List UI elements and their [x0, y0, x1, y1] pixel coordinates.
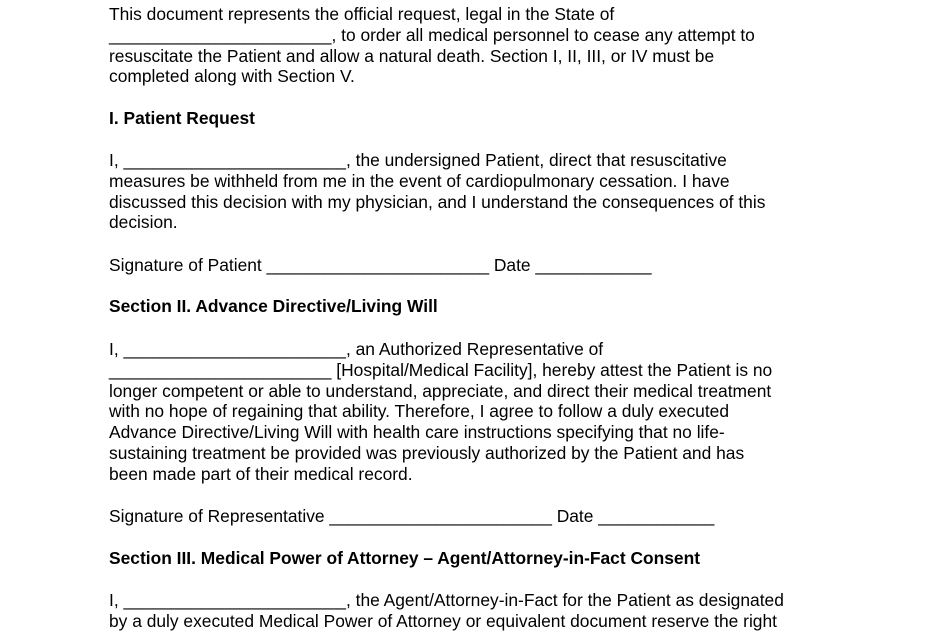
text-line: sustaining treatment be provided was previously authorized by the Patient and has — [109, 442, 745, 463]
heading-text: Section III. Medical Power of Attorney – Agent/Attorney-in-Fact Consent — [109, 548, 701, 568]
text-line: _______________________, to order all medical personnel to cease any attempt to — [109, 24, 755, 45]
text-line: I, _______________________, an Authorized Representative of — [109, 339, 604, 359]
text-line: measures be withheld from me in the event of cardiopulmonary cessation. I have — [109, 170, 730, 191]
section-2-body — [109, 339, 772, 485]
text-line: completed along with Section V. — [109, 66, 355, 87]
section-3-heading — [109, 548, 700, 569]
section-2-heading — [109, 296, 438, 317]
text-line: Advance Directive/Living Will with health care instructions specifying that no life- — [109, 422, 725, 443]
signature-text: Signature of Patient _______________________ Date ____________ — [109, 255, 652, 275]
text-line: with no hope of regaining that ability. Therefore, I agree to follow a duly executed — [109, 401, 730, 422]
section-1-heading — [109, 108, 255, 129]
heading-text: Section II. Advance Directive/Living Will — [109, 296, 438, 316]
section-3-body — [109, 590, 784, 632]
text-line: resuscitate the Patient and allow a natural death. Section I, II, III, or IV must be — [109, 45, 715, 66]
patient-signature-line — [109, 255, 652, 276]
text-line: decision. — [109, 212, 178, 233]
text-line: I, _______________________, the undersigned Patient, direct that resuscitative — [109, 150, 727, 170]
text-line: This document represents the official request, legal in the State of — [109, 4, 615, 24]
text-line: by a duly executed Medical Power of Attorney or equivalent document reserve the right — [109, 610, 777, 631]
text-line: discussed this decision with my physician, and I understand the consequences of this — [109, 191, 766, 212]
text-line: _______________________ [Hospital/Medical Facility], hereby attest the Patient is no — [109, 359, 773, 380]
text-line: been made part of their medical record. — [109, 463, 413, 484]
section-1-body — [109, 150, 765, 233]
representative-signature-line — [109, 506, 714, 527]
text-line: I, _______________________, the Agent/Attorney-in-Fact for the Patient as designated — [109, 590, 784, 610]
signature-text: Signature of Representative _______________________ Date ____________ — [109, 506, 715, 526]
intro-paragraph — [109, 4, 755, 87]
text-line: longer competent or able to understand, appreciate, and direct their medical treatment — [109, 380, 772, 401]
heading-text: I. Patient Request — [109, 108, 255, 128]
